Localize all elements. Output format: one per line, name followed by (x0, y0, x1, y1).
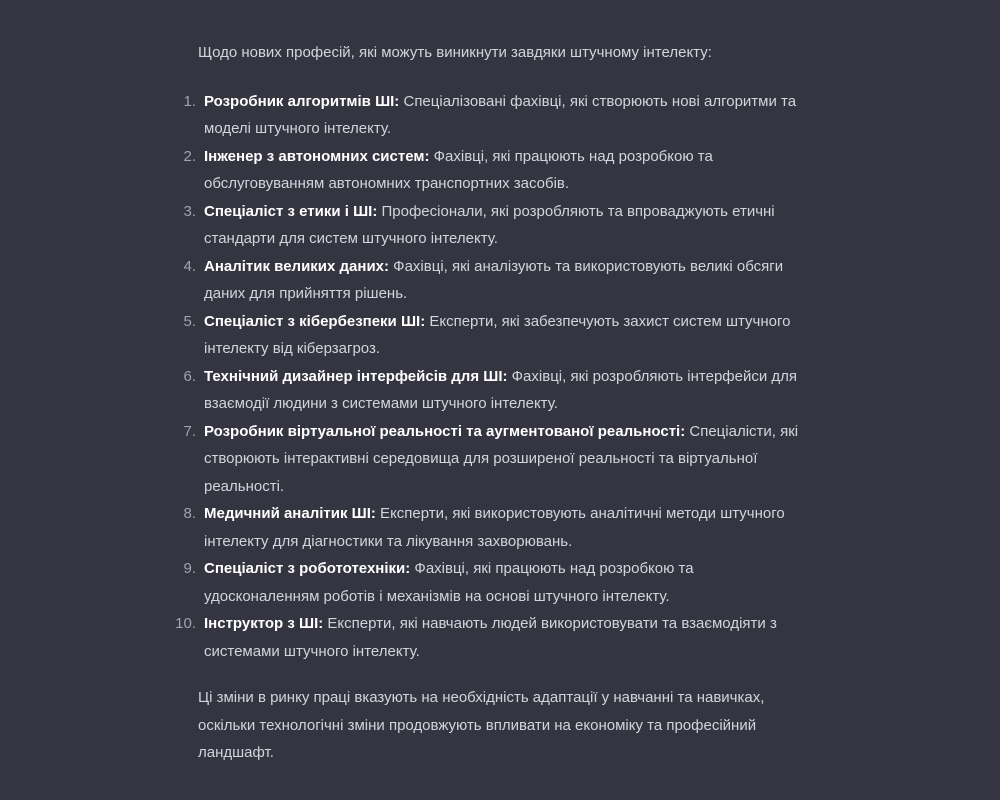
list-item (183, 363, 808, 418)
profession-description: Фахівці, які розробляють інтерфейси для взаємодії людини з системами штучного інтелекту. (204, 367, 798, 412)
list-item (183, 88, 808, 143)
list-item-number: 6. (183, 367, 196, 385)
profession-title: Розробник віртуальної реальності та аугментованої реальності: (204, 422, 686, 440)
profession-title: Спеціаліст з кібербезпеки ШІ: (204, 312, 426, 330)
profession-title: Технічний дизайнер інтерфейсів для ШІ: (204, 367, 508, 385)
profession-title: Медичний аналітик ШІ: (204, 505, 376, 522)
profession-description: Фахівці, які працюють над розробкою та обслуговуванням автономних транспортних засобів. (204, 147, 713, 192)
profession-title: Інструктор з ШІ: (204, 615, 324, 632)
list-item (183, 500, 808, 555)
list-item (175, 610, 808, 665)
list-item-number: 8. (183, 505, 196, 522)
outro-paragraph: Ці зміни в ринку праці вказують на необхідність адаптації у навчанні та навичках, оскільки технологічні зміни продовжують впливати на економіку та професійний ландшафт. (198, 689, 765, 761)
list-item (183, 308, 808, 363)
intro-paragraph: Щодо нових професій, які можуть виникнути завдяки штучному інтелекту: (198, 44, 712, 61)
profession-description: Професіонали, які розробляють та впроваджують етичні стандарти для систем штучного інтелекту. (204, 202, 775, 247)
list-item-number: 3. (183, 202, 196, 220)
profession-description: Фахівці, які аналізують та використовують великі обсяги даних для прийняття рішень. (204, 257, 784, 302)
profession-title: Спеціаліст з етики і ШІ: (204, 202, 378, 220)
list-item-number: 4. (183, 257, 196, 275)
list-item-number: 7. (183, 422, 196, 440)
list-item (183, 253, 808, 308)
profession-description: Експерти, які забезпечують захист систем штучного інтелекту від кіберзагроз. (204, 312, 791, 357)
profession-description: Спеціалісти, які створюють інтерактивні середовища для розширеної реальності та віртуальної реальності. (204, 422, 799, 495)
profession-title: Інженер з автономних систем: (204, 147, 430, 165)
profession-description: Експерти, які використовують аналітичні методи штучного інтелекту для діагностики та лікування захворювань. (204, 505, 785, 550)
profession-title: Спеціаліст з робототехніки: (204, 560, 411, 577)
list-item-number: 5. (183, 312, 196, 330)
profession-description: Спеціалізовані фахівці, які створюють нові алгоритми та моделі штучного інтелекту. (204, 92, 797, 137)
profession-description: Фахівці, які працюють над розробкою та удосконаленням роботів і механізмів на основі штучного інтелекту. (204, 560, 694, 605)
list-item-number: 2. (183, 147, 196, 165)
professions-list (175, 88, 808, 666)
profession-title: Аналітик великих даних: (204, 257, 390, 275)
list-item-number: 1. (183, 92, 196, 110)
profession-description: Експерти, які навчають людей використовувати та взаємодіяти з системами штучного інтелекту. (204, 615, 777, 660)
list-item-number: 9. (183, 560, 196, 577)
list-item (183, 143, 808, 198)
assistant-message (175, 39, 808, 767)
list-item (183, 555, 808, 610)
list-item (183, 198, 808, 253)
list-item (183, 418, 808, 501)
list-item-number: 10. (175, 615, 196, 632)
profession-title: Розробник алгоритмів ШІ: (204, 92, 400, 110)
